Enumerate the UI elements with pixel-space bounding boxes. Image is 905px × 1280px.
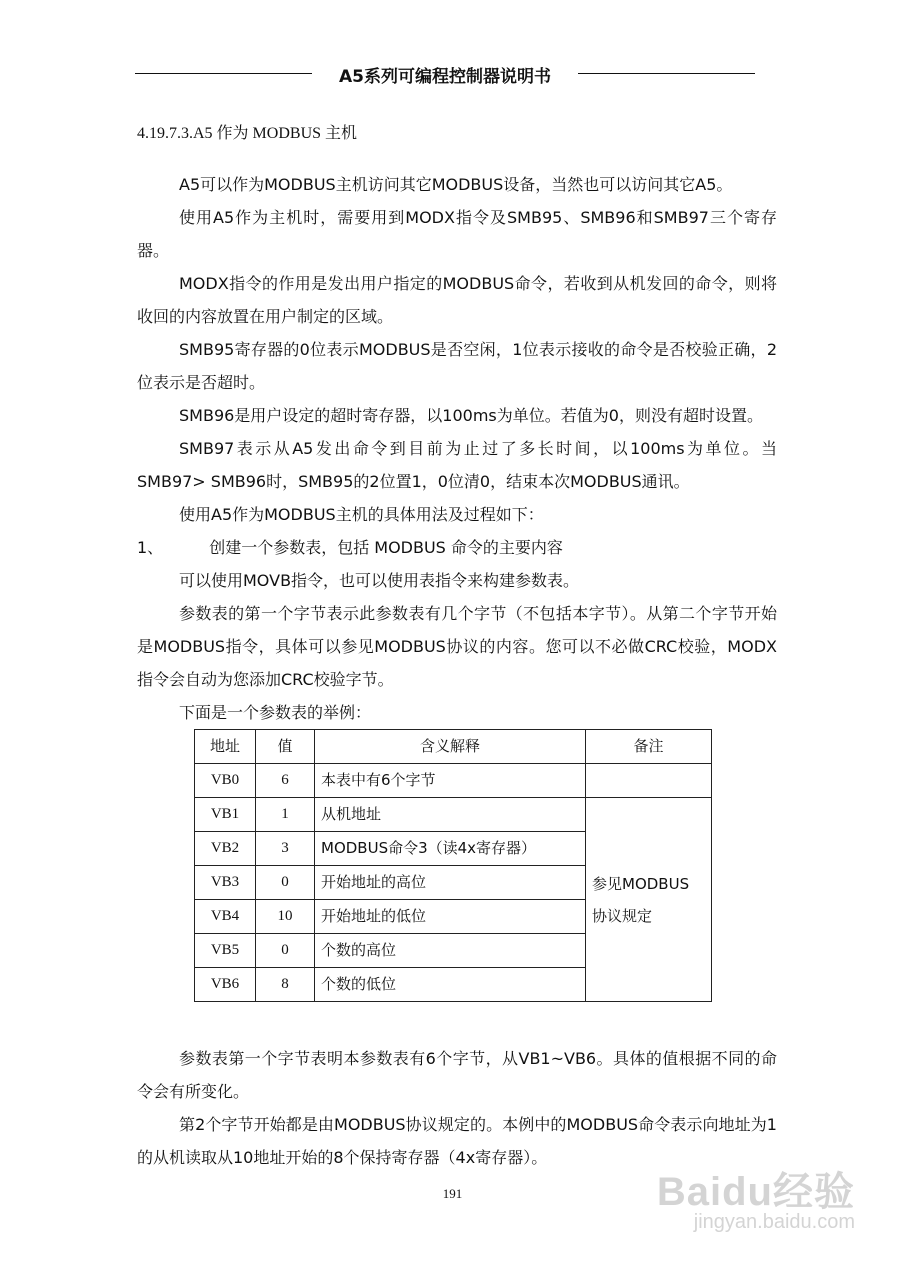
paragraph: 第2个字节开始都是由MODBUS协议规定的。本例中的MODBUS命令表示向地址为1的从机读取从10地址开始的8个保持寄存器（4x寄存器）。 [137, 1115, 777, 1167]
value-cell: 3 [256, 832, 315, 866]
step-item [137, 531, 777, 564]
watermark [657, 1160, 855, 1234]
watermark-brand: Baidu经验 [656, 1170, 855, 1214]
table-header-cell: 备注 [586, 730, 712, 764]
meaning-cell: 开始地址的低位 [315, 900, 586, 934]
meaning-cell: 从机地址 [315, 798, 586, 832]
parameter-table [194, 729, 712, 1002]
watermark-url: jingyan.baidu.com [693, 1211, 855, 1233]
body-text [137, 168, 777, 1002]
table-header-cell: 含义解释 [315, 730, 586, 764]
value-cell: 6 [256, 764, 315, 798]
paragraph: 使用A5作为MODBUS主机的具体用法及过程如下： [179, 505, 544, 524]
paragraph: A5可以作为MODBUS主机访问其它MODBUS设备，当然也可以访问其它A5。 [179, 175, 733, 194]
address-cell: VB3 [195, 866, 256, 900]
address-cell: VB1 [195, 798, 256, 832]
meaning-cell: 本表中有6个字节 [315, 764, 586, 798]
table-row [195, 764, 712, 798]
paragraph: 可以使用MOVB指令，也可以使用表指令来构建参数表。 [179, 571, 580, 590]
note-line: 协议规定 [592, 906, 653, 925]
value-cell: 8 [256, 968, 315, 1002]
address-cell: VB4 [195, 900, 256, 934]
meaning-cell: MODBUS命令3（读4x寄存器） [315, 832, 586, 866]
value-cell: 0 [256, 934, 315, 968]
paragraph: SMB96是用户设定的超时寄存器，以100ms为单位。若值为0，则没有超时设置。 [179, 406, 763, 425]
note-cell [586, 798, 712, 1002]
table-row [195, 798, 712, 832]
header-rule-right [578, 73, 755, 74]
step-number: 1、 [137, 538, 164, 557]
table-header-row [195, 730, 712, 764]
paragraph: 使用A5作为主机时，需要用到MODX指令及SMB95、SMB96和SMB97三个寄存器。 [137, 208, 777, 260]
meaning-cell: 开始地址的高位 [315, 866, 586, 900]
note-cell-empty [586, 764, 712, 798]
meaning-cell: 个数的低位 [315, 968, 586, 1002]
header-title: A5系列可编程控制器说明书 [339, 67, 551, 87]
section-title: 4.19.7.3.A5 作为 MODBUS 主机 [137, 125, 358, 142]
table-header-cell: 值 [256, 730, 315, 764]
page-number: 191 [442, 1186, 463, 1201]
table-header-cell: 地址 [195, 730, 256, 764]
paragraph: 参数表的第一个字节表示此参数表有几个字节（不包括本字节）。从第二个字节开始是MODBUS指令，具体可以参见MODBUS协议的内容。您可以不必做CRC校验，MODX指令会自动为您添加CRC校验字节。 [137, 604, 777, 689]
tail-text [137, 1042, 777, 1174]
address-cell: VB5 [195, 934, 256, 968]
paragraph: SMB97表示从A5发出命令到目前为止过了多长时间，以100ms为单位。当SMB97> SMB96时，SMB95的2位置1，0位清0，结束本次MODBUS通讯。 [137, 439, 777, 491]
value-cell: 1 [256, 798, 315, 832]
value-cell: 10 [256, 900, 315, 934]
meaning-cell: 个数的高位 [315, 934, 586, 968]
paragraph: MODX指令的作用是发出用户指定的MODBUS命令，若收到从机发回的命令，则将收回的内容放置在用户制定的区域。 [137, 274, 777, 326]
paragraph: SMB95寄存器的0位表示MODBUS是否空闲，1位表示接收的命令是否校验正确，2位表示是否超时。 [137, 340, 777, 392]
paragraph: 参数表第一个字节表明本参数表有6个字节，从VB1~VB6。具体的值根据不同的命令会有所变化。 [137, 1049, 777, 1101]
note-line: 参见MODBUS [592, 874, 690, 893]
address-cell: VB0 [195, 764, 256, 798]
step-text: 创建一个参数表，包括 MODBUS 命令的主要内容 [209, 538, 563, 557]
address-cell: VB2 [195, 832, 256, 866]
paragraph: 下面是一个参数表的举例： [179, 703, 372, 722]
value-cell: 0 [256, 866, 315, 900]
page-header [135, 62, 755, 90]
address-cell: VB6 [195, 968, 256, 1002]
